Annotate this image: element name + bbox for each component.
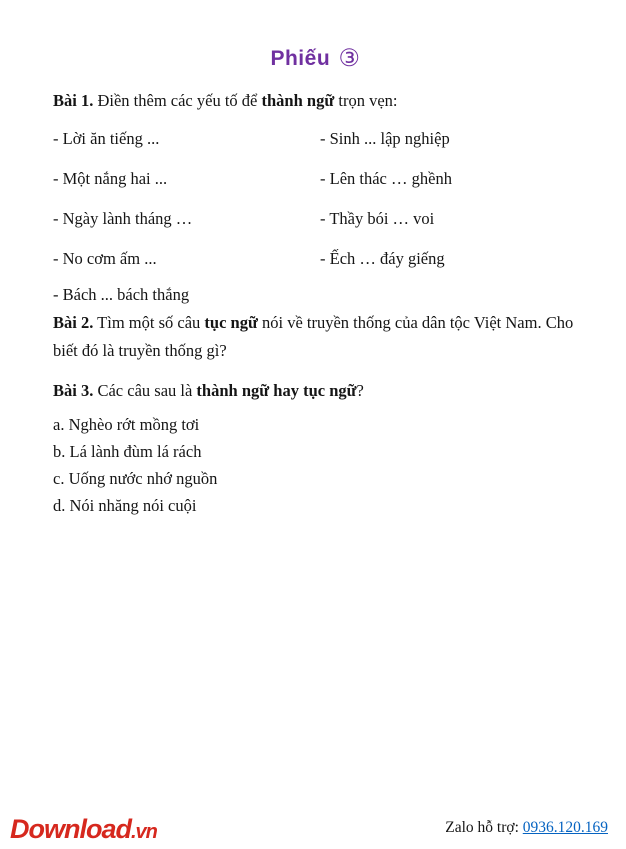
list-item: - Lời ăn tiếng ...: [53, 129, 160, 148]
list-item: d. Nói nhăng nói cuội: [53, 496, 197, 515]
list-item: - Lên thác … ghềnh: [320, 169, 452, 188]
exercise2-heading: [53, 309, 578, 365]
list-item: c. Uống nước nhớ nguồn: [53, 469, 218, 488]
logo-main-text: Download: [10, 814, 131, 844]
list-item: - Một nắng hai ...: [53, 169, 168, 188]
list-item: - Thầy bói … voi: [320, 209, 435, 228]
list-item: - No cơm ấm ...: [53, 249, 157, 268]
list-item: - Bách ... bách thắng: [53, 285, 190, 304]
exercise3-text-bold: thành ngữ hay tục ngữ: [196, 381, 357, 400]
circled-number-3-icon: ③: [338, 45, 361, 72]
page-title: [53, 44, 578, 73]
list-item: - Ếch … đáy giếng: [320, 249, 445, 268]
exercise3-heading: [53, 380, 578, 402]
exercise3-text-pre: Các câu sau là: [93, 381, 197, 400]
page-title-text: Phiếu: [270, 47, 331, 70]
download-vn-logo: [10, 816, 157, 843]
exercise3-options: [53, 411, 578, 519]
exercise2-text-bold: tục ngữ: [204, 313, 258, 332]
worksheet-page: [0, 44, 626, 519]
exercise3-label: Bài 3.: [53, 381, 94, 400]
exercise3-text-post: ?: [356, 381, 364, 400]
exercise1-label: Bài 1.: [53, 91, 94, 110]
exercise1-heading: [53, 90, 578, 112]
zalo-support: [445, 819, 608, 837]
exercise1-fill-list: [53, 128, 578, 270]
exercise1-intro-bold: thành ngữ: [261, 91, 335, 110]
zalo-support-phone-link[interactable]: 0936.120.169: [522, 819, 608, 836]
logo-suffix-text: .vn: [131, 821, 157, 843]
exercise2-label: Bài 2.: [53, 313, 94, 332]
exercise1-intro-post: trọn vẹn:: [334, 91, 398, 110]
exercise2-text-post: nói về truyền thống của dân tộc Việt Nam. Cho biết đó là truyền thống gì?: [53, 313, 574, 360]
zalo-support-label: Zalo hỗ trợ:: [445, 819, 523, 836]
list-item: - Ngày lành tháng …: [53, 209, 193, 228]
exercise1-intro-pre: Điền thêm các yếu tố để: [93, 91, 262, 110]
list-item: a. Nghèo rớt mồng tơi: [53, 415, 200, 434]
list-item: b. Lá lành đùm lá rách: [53, 442, 202, 461]
exercise2-text-pre: Tìm một số câu: [93, 313, 205, 332]
list-item: - Sinh ... lập nghiệp: [320, 129, 450, 148]
